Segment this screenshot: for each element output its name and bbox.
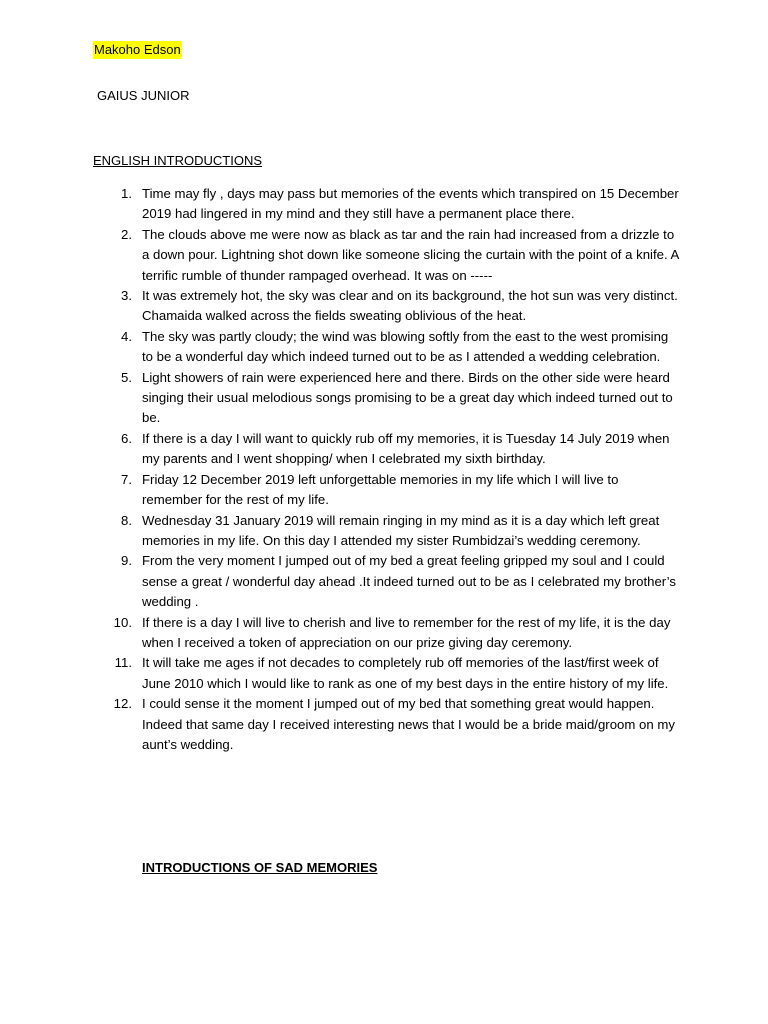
list-item-number: 4.	[121, 328, 132, 344]
list-item-text: I could sense it the moment I jumped out of my bed that something great would happen. Indeed that same day I received interesting news that I would be a bride maid/groom on my aunt’s wedding.	[142, 696, 675, 752]
list-item	[108, 286, 680, 327]
list-item	[108, 613, 680, 654]
list-item-number: 10.	[113, 614, 132, 630]
list-item-text: If there is a day I will live to cherish and live to remember for the rest of my life, it is the day when I received a token of appreciation on our prize giving day ceremony.	[142, 614, 671, 650]
list-item	[108, 511, 680, 552]
list-item-number: 11.	[114, 655, 132, 671]
list-item-number: 1.	[121, 186, 132, 201]
list-item	[108, 184, 680, 225]
list-item	[108, 368, 680, 429]
list-item	[108, 327, 680, 368]
list-item	[108, 429, 680, 470]
list-item	[108, 694, 680, 755]
school-name: GAIUS JUNIOR	[97, 88, 190, 103]
list-item-text: The sky was partly cloudy; the wind was blowing softly from the east to the west promising to be a wonderful day which indeed turned out to be as I attended a wedding celebration.	[142, 328, 669, 365]
sad-memories-heading: INTRODUCTIONS OF SAD MEMORIES	[142, 860, 378, 875]
list-item-number: 12.	[113, 696, 132, 712]
list-item-number: 9.	[121, 553, 132, 569]
section-title: ENGLISH INTRODUCTIONS	[93, 153, 263, 168]
list-item-text: Wednesday 31 January 2019 will remain ringing in my mind as it is a day which left great memories in my life. On this day I attended my sister Rumbidzai’s wedding ceremony.	[142, 512, 660, 548]
author-name: Makoho Edson	[94, 42, 181, 57]
list-item	[108, 470, 680, 511]
list-item-text: If there is a day I will want to quickly rub off my memories, it is Tuesday 14 July 2019 when my parents and I went shopping/ when I celebrated my sixth birthday.	[142, 430, 670, 467]
list-item-text: From the very moment I jumped out of my bed a great feeling gripped my soul and I could sense a great / wonderful day ahead .It indeed turned out to be as I celebrated my brother’s wedding .	[142, 553, 676, 610]
list-item-number: 5.	[121, 369, 132, 385]
list-item-text: Light showers of rain were experienced here and there. Birds on the other side were heard singing their usual melodious songs promising to be a great day which indeed turned out to be.	[142, 369, 673, 426]
introductions-list	[108, 184, 680, 755]
list-item-text: It will take me ages if not decades to completely rub off memories of the last/first week of June 2010 which I would like to rank as one of my best days in the entire history of my life.	[142, 655, 669, 691]
list-item	[108, 653, 680, 694]
list-item	[108, 551, 680, 612]
list-item-number: 8.	[121, 512, 132, 528]
list-item	[108, 225, 680, 286]
list-item-text: The clouds above me were now as black as tar and the rain had increased from a drizzle to a down pour. Lightning shot down like someone slicing the curtain with the point of a knife. A terrific rumble of thunder rampaged overhead. It was on -----	[142, 226, 679, 283]
list-item-text: It was extremely hot, the sky was clear and on its background, the hot sun was very distinct. Chamaida walked across the fields sweating oblivious of the heat.	[142, 288, 678, 324]
list-item-text: Time may fly , days may pass but memories of the events which transpired on 15 December 2019 had lingered in my mind and they still have a permanent place there.	[142, 186, 679, 222]
list-item-text: Friday 12 December 2019 left unforgettable memories in my life which I will live to remember for the rest of my life.	[142, 471, 619, 508]
list-item-number: 6.	[121, 430, 132, 446]
list-item-number: 3.	[121, 288, 132, 304]
list-item-number: 2.	[121, 226, 132, 242]
list-item-number: 7.	[121, 471, 132, 487]
